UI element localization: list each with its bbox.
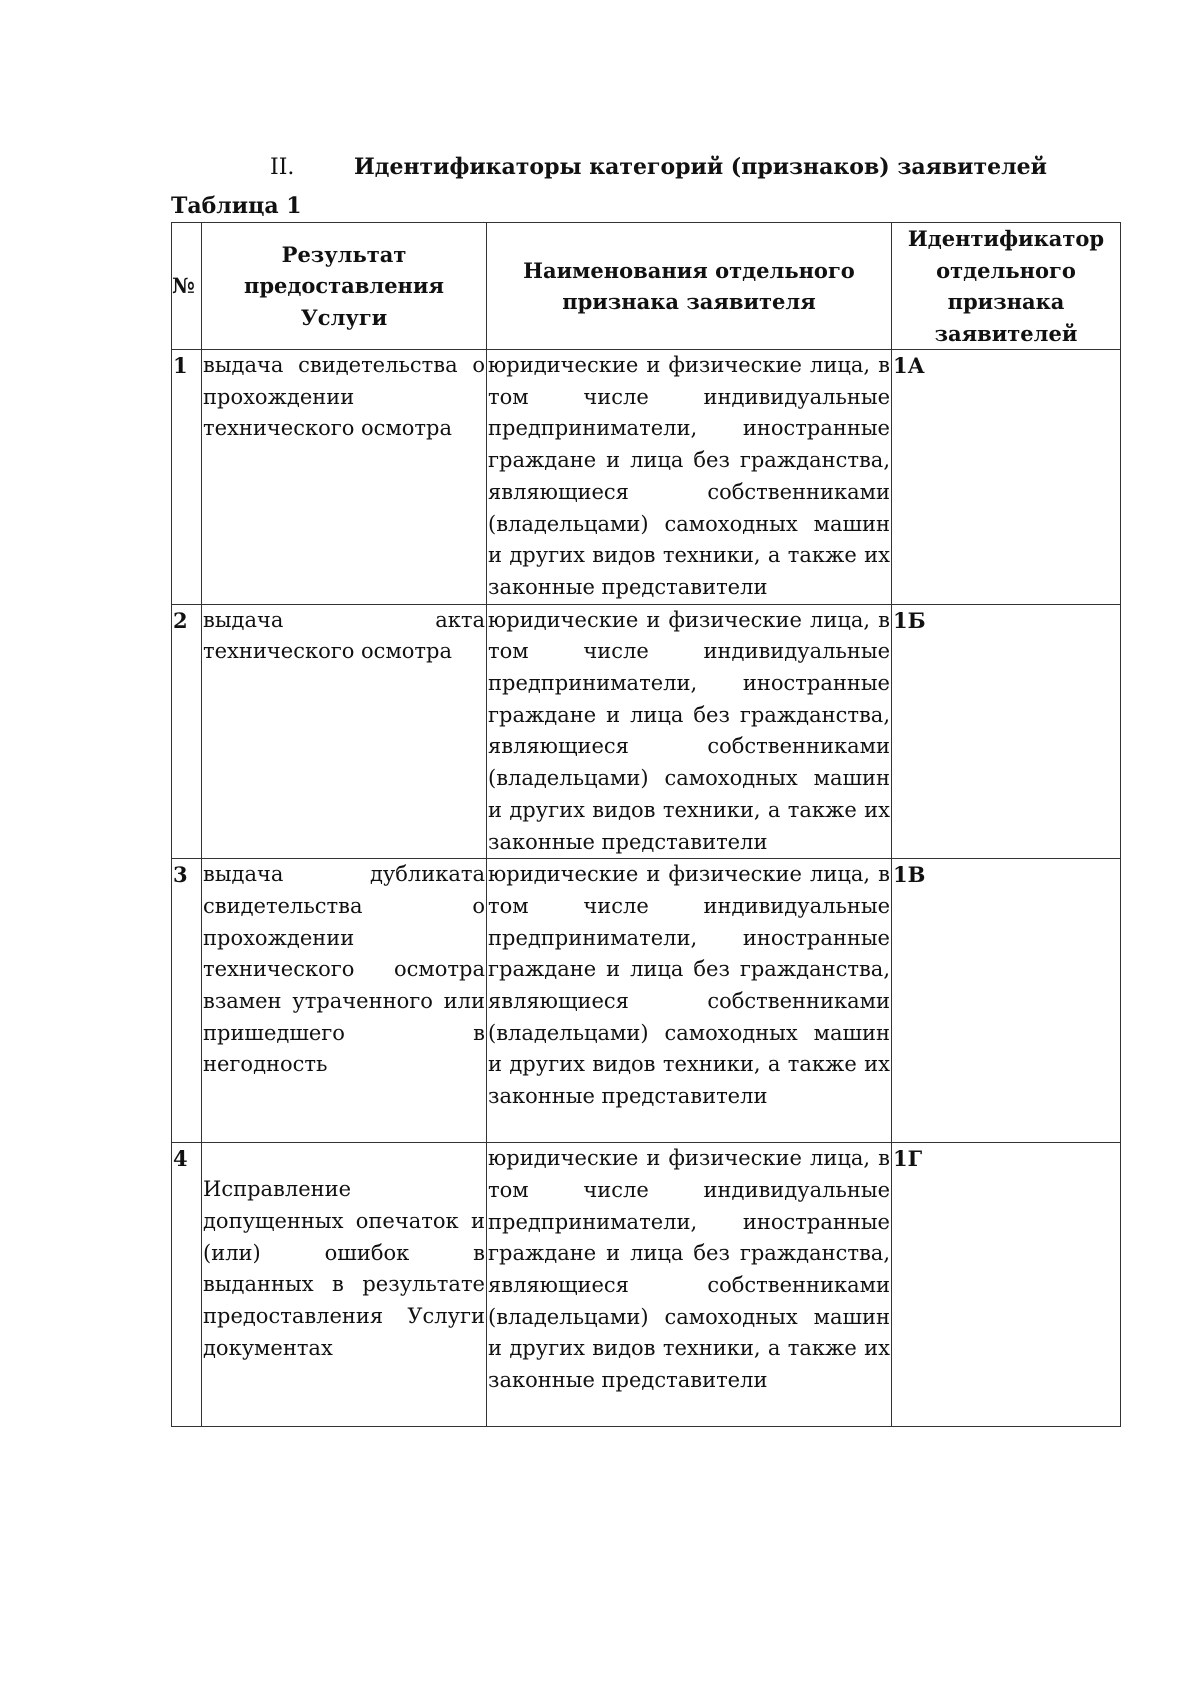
section-heading [270,153,1070,182]
table-row [172,350,1121,605]
row-applicant-name: юридические и физические лица, в том числе индивидуальные предприниматели, иностранные граждане и лица без гражданства, являющиеся собственниками (владельцами) самоходных машин и других видов техники, а также их законные представители [487,350,892,605]
categories-table [171,222,1121,1427]
row-result: выдача акта технического осмотра [202,604,487,859]
row-num: 1 [172,350,202,605]
row-applicant-name: юридические и физические лица, в том числе индивидуальные предприниматели, иностранные граждане и лица без гражданства, являющиеся собственниками (владельцами) самоходных машин и других видов техники, а также их законные представители [487,604,892,859]
row-identifier: 1А [892,350,1121,605]
section-title: Идентификаторы категорий (признаков) заявителей [354,154,1047,180]
row-identifier: 1Г [892,1143,1121,1427]
table-row [172,859,1121,1143]
row-result: выдача дубликата свидетельства о прохождении технического осмотра взамен утраченного или пришедшего в негодность [202,859,487,1143]
table-row [172,1143,1121,1427]
header-name: Наименования отдельного признака заявителя [487,223,892,350]
row-num: 3 [172,859,202,1143]
header-result: Результат предоставления Услуги [202,223,487,350]
row-num: 4 [172,1143,202,1427]
table-caption: Таблица 1 [171,193,302,219]
header-num: № [172,223,202,350]
header-id: Идентификатор отдельного признака заявителей [892,223,1121,350]
table-header-row [172,223,1121,350]
row-applicant-name: юридические и физические лица, в том числе индивидуальные предприниматели, иностранные граждане и лица без гражданства, являющиеся собственниками (владельцами) самоходных машин и других видов техники, а также их законные представители [487,1143,892,1427]
row-identifier: 1Б [892,604,1121,859]
row-result: Исправление допущенных опечаток и (или) ошибок в выданных в результате предоставления Услуги документах [202,1143,487,1427]
section-number: II. [270,155,295,180]
table-row [172,604,1121,859]
row-identifier: 1В [892,859,1121,1143]
row-num: 2 [172,604,202,859]
row-result: выдача свидетельства о прохождении технического осмотра [202,350,487,605]
row-applicant-name: юридические и физические лица, в том числе индивидуальные предприниматели, иностранные граждане и лица без гражданства, являющиеся собственниками (владельцами) самоходных машин и других видов техники, а также их законные представители [487,859,892,1143]
